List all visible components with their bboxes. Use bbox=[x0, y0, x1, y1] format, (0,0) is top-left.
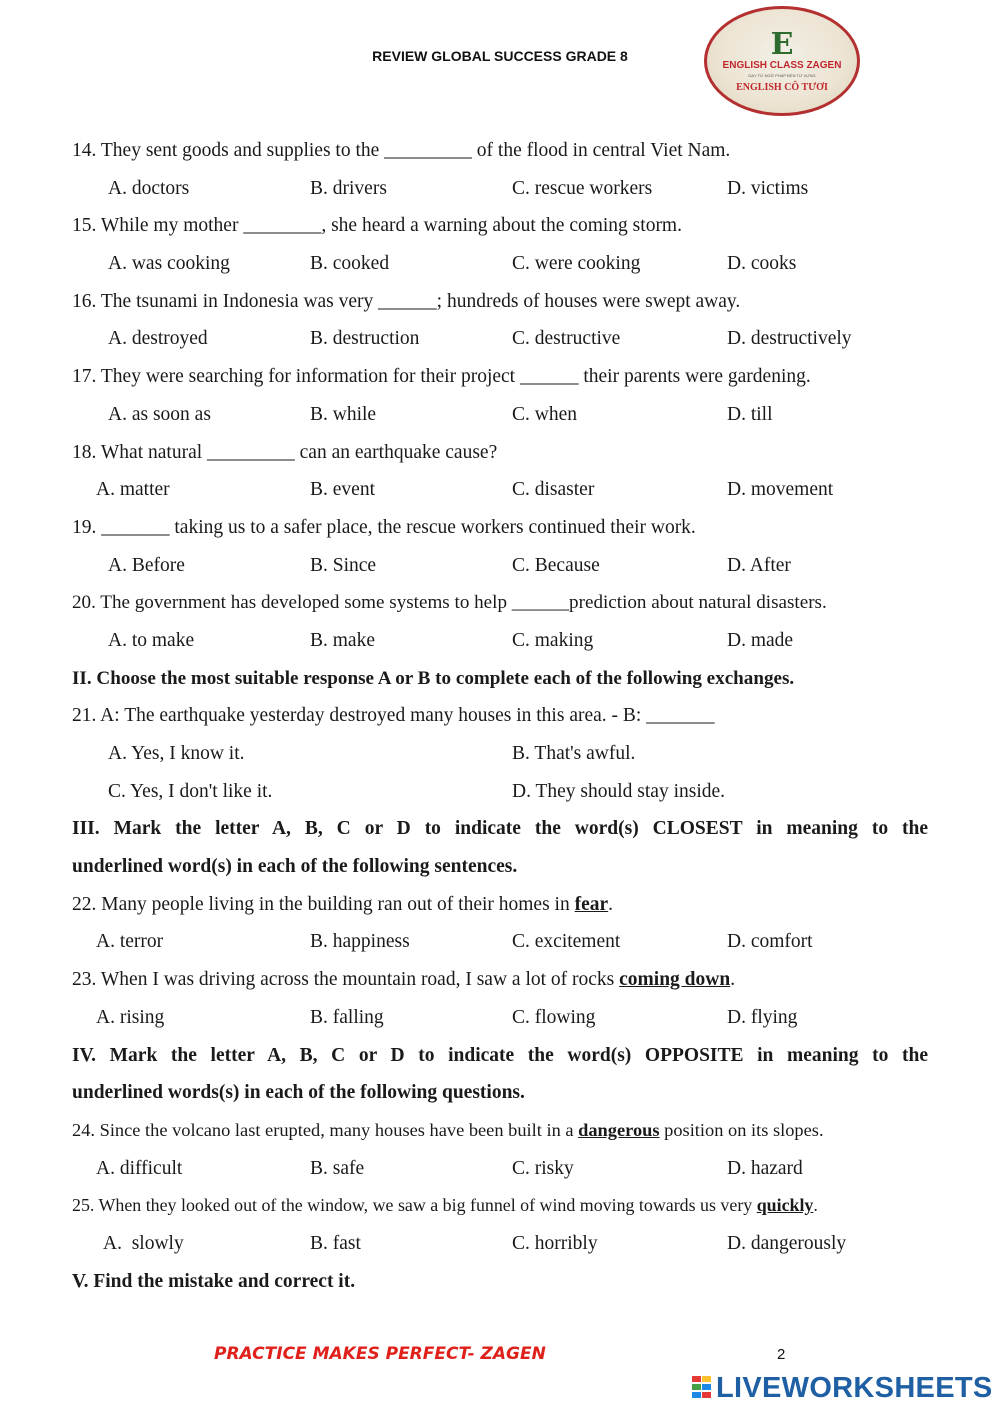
option-c[interactable]: C. Because bbox=[512, 554, 600, 576]
option-b[interactable]: B. That's awful. bbox=[512, 743, 636, 764]
option-b[interactable]: B. while bbox=[310, 403, 377, 425]
question-22-text: 22. Many people living in the building ran out of their homes in bbox=[72, 893, 575, 915]
logo-tagline: DẠY TỪ NGỮ PHÁP ĐẾN TỪ VỰNG bbox=[748, 73, 816, 78]
question-25-stem bbox=[72, 1187, 928, 1225]
option-c[interactable]: C. when bbox=[512, 403, 577, 425]
option-d[interactable]: D. comfort bbox=[727, 931, 813, 953]
question-21-stem: 21. A: The earthquake yesterday destroyed many houses in this area. - B: _______ bbox=[72, 705, 715, 727]
question-22-options bbox=[72, 923, 928, 961]
option-b[interactable]: B. event bbox=[310, 479, 375, 501]
option-a[interactable]: A. rising bbox=[96, 1006, 165, 1028]
option-b[interactable]: B. falling bbox=[310, 1006, 384, 1028]
option-c[interactable]: C. Yes, I don't like it. bbox=[108, 780, 273, 802]
logo-block-green bbox=[692, 1384, 701, 1390]
underlined-word: quickly bbox=[756, 1195, 814, 1216]
underlined-word: fear bbox=[574, 893, 609, 915]
question-22-end: . bbox=[608, 893, 614, 915]
liveworksheets-wordmark: LIVEWORKSHEETS bbox=[716, 1372, 993, 1404]
option-d[interactable]: D. movement bbox=[727, 479, 834, 501]
question-23-options bbox=[72, 999, 928, 1037]
option-c[interactable]: C. excitement bbox=[512, 931, 621, 953]
question-24-end: position on its slopes. bbox=[659, 1119, 824, 1140]
option-d[interactable]: D. hazard bbox=[727, 1157, 803, 1179]
question-19-options bbox=[72, 547, 928, 585]
option-a[interactable]: A. Before bbox=[108, 554, 185, 576]
option-d[interactable]: D. victims bbox=[727, 177, 809, 199]
section-3-heading-line-1: III. Mark the letter A, B, C or D to indicate the word(s) CLOSEST in meaning to the bbox=[72, 818, 928, 840]
question-18-stem: 18. What natural _________ can an earthquake cause? bbox=[72, 441, 498, 463]
english-class-zagen-logo bbox=[704, 6, 860, 116]
logo-block-blue-2 bbox=[692, 1392, 701, 1398]
question-16-stem: 16. The tsunami in Indonesia was very ______; hundreds of houses were swept away. bbox=[72, 290, 741, 312]
section-4-heading-line-1: IV. Mark the letter A, B, C or D to indicate the word(s) OPPOSITE in meaning to the bbox=[72, 1044, 928, 1066]
question-25-text: 25. When they looked out of the window, we saw a big funnel of wind moving towards us very bbox=[72, 1195, 757, 1216]
section-4-heading-line-2: underlined words(s) in each of the following questions. bbox=[72, 1082, 525, 1104]
option-a[interactable]: A. terror bbox=[96, 931, 164, 953]
logo-monogram: E bbox=[770, 27, 794, 62]
question-21-options-row-1 bbox=[72, 735, 928, 773]
page-number: 2 bbox=[777, 1346, 786, 1363]
option-b[interactable]: B. happiness bbox=[310, 931, 410, 953]
option-a[interactable]: A. to make bbox=[108, 629, 195, 651]
question-16-options bbox=[72, 320, 928, 358]
section-3-heading-line-2: underlined word(s) in each of the following sentences. bbox=[72, 856, 518, 878]
question-20-options bbox=[72, 622, 928, 660]
question-23-end: . bbox=[730, 969, 736, 991]
option-d[interactable]: D. After bbox=[727, 554, 791, 576]
underlined-word: coming down bbox=[619, 969, 731, 991]
option-c[interactable]: C. disaster bbox=[512, 479, 595, 501]
logo-title: ENGLISH CLASS ZAGEN bbox=[722, 60, 842, 71]
liveworksheets-brand[interactable] bbox=[692, 1372, 993, 1405]
section-2-heading: II. Choose the most suitable response A or B to complete each of the following exchanges. bbox=[72, 667, 795, 689]
option-a[interactable]: A. destroyed bbox=[108, 328, 208, 350]
logo-block-red bbox=[692, 1376, 701, 1382]
option-d[interactable]: D. flying bbox=[727, 1006, 798, 1028]
option-b[interactable]: B. drivers bbox=[310, 177, 387, 199]
option-a[interactable]: A. difficult bbox=[96, 1157, 183, 1179]
question-25-options bbox=[72, 1225, 928, 1263]
option-a[interactable]: A. doctors bbox=[108, 177, 190, 199]
logo-block-yellow bbox=[702, 1376, 711, 1382]
logo-subtitle: ENGLISH CÔ TƯƠI bbox=[736, 82, 828, 93]
page-header: REVIEW GLOBAL SUCCESS GRADE 8 bbox=[372, 48, 628, 64]
question-22-stem bbox=[72, 886, 928, 924]
option-c[interactable]: C. making bbox=[512, 629, 594, 651]
option-c[interactable]: C. horribly bbox=[512, 1232, 598, 1254]
option-d[interactable]: D. made bbox=[727, 629, 794, 651]
option-b[interactable]: B. make bbox=[310, 629, 375, 651]
question-18-options bbox=[72, 471, 928, 509]
option-d[interactable]: D. till bbox=[727, 403, 773, 425]
option-c[interactable]: C. destructive bbox=[512, 328, 621, 350]
underlined-word: dangerous bbox=[578, 1119, 660, 1140]
option-a[interactable]: A. was cooking bbox=[108, 253, 230, 275]
liveworksheets-logo-icon bbox=[692, 1374, 712, 1400]
option-b[interactable]: B. destruction bbox=[310, 328, 420, 350]
option-d[interactable]: D. dangerously bbox=[727, 1232, 847, 1254]
option-c[interactable]: C. risky bbox=[512, 1157, 574, 1179]
option-d[interactable]: D. destructively bbox=[727, 328, 852, 350]
question-23-stem bbox=[72, 961, 928, 999]
logo-block-blue bbox=[702, 1384, 711, 1390]
option-d[interactable]: D. They should stay inside. bbox=[512, 780, 726, 802]
option-b[interactable]: B. fast bbox=[310, 1232, 361, 1254]
question-15-stem: 15. While my mother ________, she heard a warning about the coming storm. bbox=[72, 215, 682, 237]
question-24-stem bbox=[72, 1112, 928, 1150]
question-23-text: 23. When I was driving across the mountain road, I saw a lot of rocks bbox=[72, 969, 620, 991]
option-c[interactable]: C. flowing bbox=[512, 1006, 596, 1028]
question-24-text: 24. Since the volcano last erupted, many houses have been built in a bbox=[72, 1119, 579, 1140]
section-5-heading: V. Find the mistake and correct it. bbox=[72, 1270, 356, 1292]
question-24-options bbox=[72, 1150, 928, 1188]
option-a[interactable]: A. Yes, I know it. bbox=[108, 743, 245, 764]
question-14-options bbox=[72, 170, 928, 208]
question-14-stem: 14. They sent goods and supplies to the _________ of the flood in central Viet Nam. bbox=[72, 140, 731, 161]
option-b[interactable]: B. safe bbox=[310, 1157, 365, 1179]
option-b[interactable]: B. cooked bbox=[310, 253, 390, 275]
option-c[interactable]: C. rescue workers bbox=[512, 177, 653, 199]
question-15-options bbox=[72, 245, 928, 283]
question-20-stem: 20. The government has developed some systems to help ______prediction about natural disasters. bbox=[72, 592, 827, 614]
question-17-options bbox=[72, 396, 928, 434]
option-d[interactable]: D. cooks bbox=[727, 253, 797, 275]
option-a[interactable]: A. matter bbox=[96, 479, 170, 501]
option-a[interactable]: A. as soon as bbox=[108, 403, 211, 425]
logo-block-red-2 bbox=[702, 1392, 711, 1398]
question-17-stem: 17. They were searching for information for their project ______ their parents were gardening. bbox=[72, 366, 811, 388]
question-19-stem: 19. _______ taking us to a safer place, the rescue workers continued their work. bbox=[72, 516, 696, 538]
worksheet-body bbox=[72, 132, 928, 1300]
option-c[interactable]: C. were cooking bbox=[512, 253, 641, 275]
footer-motto: PRACTICE MAKES PERFECT- ZAGEN bbox=[214, 1344, 546, 1364]
option-b[interactable]: B. Since bbox=[310, 554, 377, 576]
question-21-options-row-2 bbox=[72, 773, 928, 811]
option-a[interactable]: A. slowly bbox=[103, 1232, 184, 1254]
question-25-end: . bbox=[813, 1195, 818, 1216]
